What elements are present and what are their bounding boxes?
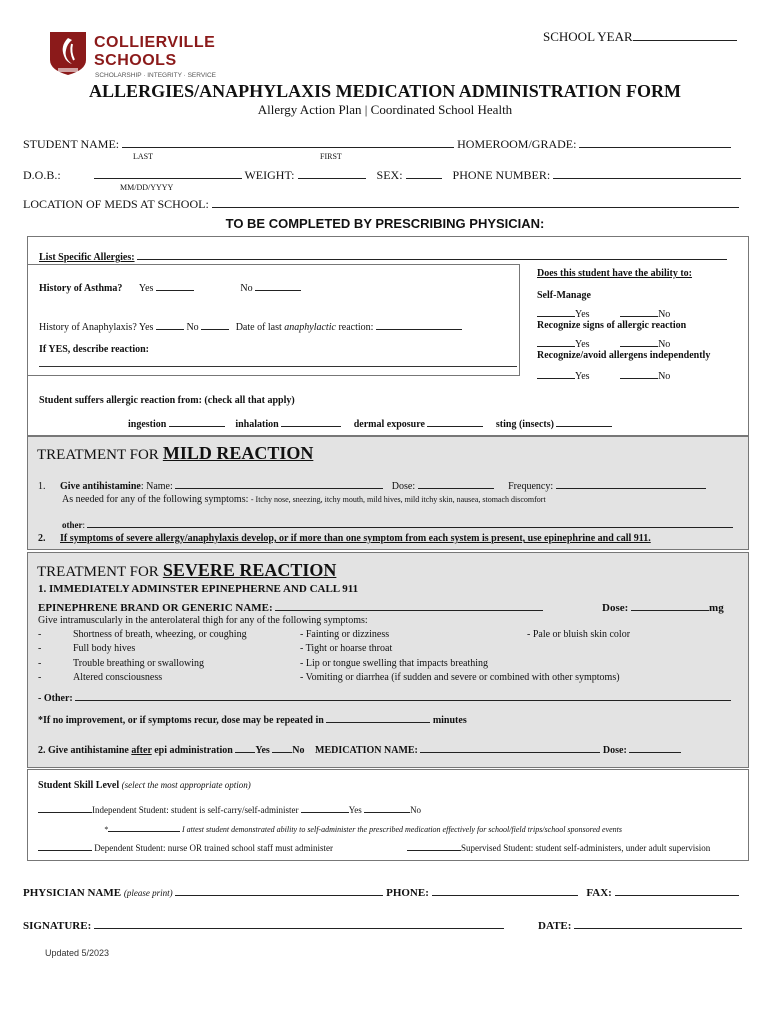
mild-other-field[interactable] bbox=[87, 515, 733, 528]
allergy-list-row bbox=[39, 247, 727, 263]
attest-field[interactable] bbox=[108, 819, 180, 832]
dob-field[interactable] bbox=[94, 166, 242, 179]
recognize-signs-no-field[interactable] bbox=[620, 334, 658, 347]
dob-row bbox=[23, 166, 741, 183]
inhalation-field[interactable] bbox=[281, 414, 341, 427]
physician-heading: TO BE COMPLETED BY PRESCRIBING PHYSICIAN: bbox=[225, 216, 545, 231]
severe-item2-no: No bbox=[292, 745, 305, 756]
symptom-col2-4: - Vomiting or diarrhea (if sudden and severe or combined with other symptoms) bbox=[300, 672, 620, 683]
severe-item2-suffix: epi administration bbox=[154, 745, 233, 756]
severe-item1: 1. IMMEDIATELY ADMINSTER EPINEPHERNE AND CALL 911 bbox=[38, 583, 359, 595]
mild-frequency-label: Frequency: bbox=[508, 481, 554, 492]
physician-name-hint: (please print) bbox=[123, 888, 173, 898]
mild-dose-field[interactable] bbox=[418, 476, 494, 489]
skill-dependent-row bbox=[38, 838, 333, 853]
recognize-signs-yes-field[interactable] bbox=[537, 334, 575, 347]
severe-give-intro: Give intramuscularly in the anterolateral thigh for any of the following symptoms: bbox=[38, 615, 368, 626]
symptom-col3-1: - Pale or bluish skin color bbox=[527, 629, 631, 640]
student-name-field[interactable] bbox=[122, 135, 454, 148]
anaphylaxis-no-field[interactable] bbox=[201, 317, 229, 330]
suffers-label: Student suffers allergic reaction from: (check all that apply) bbox=[39, 395, 295, 406]
logo-line2: SCHOOLS bbox=[94, 52, 177, 69]
symptom-col2-3: - Lip or tongue swelling that impacts breathing bbox=[300, 658, 489, 669]
updated-note: Updated 5/2023 bbox=[45, 948, 110, 958]
self-manage-yes: Yes bbox=[575, 309, 590, 320]
physician-phone-label: PHONE: bbox=[386, 887, 429, 899]
signature-label: SIGNATURE: bbox=[23, 920, 92, 932]
mild-name-field[interactable] bbox=[175, 476, 383, 489]
recognize-signs-label: Recognize signs of allergic reaction bbox=[537, 320, 687, 331]
mild-item1-num: 1. bbox=[38, 481, 46, 492]
date-last-field[interactable] bbox=[376, 317, 462, 330]
symptom-col1-1: Shortness of breath, wheezing, or coughing bbox=[73, 629, 247, 640]
anaphylaxis-no-label: No bbox=[186, 322, 199, 333]
skill-independent-row bbox=[38, 800, 421, 815]
phone-field[interactable] bbox=[553, 166, 741, 179]
symptom-col1-2: Full body hives bbox=[73, 643, 136, 654]
mild-name-label: : Name: bbox=[140, 481, 173, 492]
self-manage-no: No bbox=[658, 309, 671, 320]
severe-dose2-label: Dose: bbox=[602, 745, 627, 756]
symptom-col2-1: - Fainting or dizziness bbox=[300, 629, 390, 640]
severe-item2-yes-field[interactable] bbox=[235, 740, 255, 753]
mild-symptoms-intro: As needed for any of the following symptoms: bbox=[62, 494, 249, 505]
severe-brand-label: EPINEPHRENE BRAND OR GENERIC NAME: bbox=[38, 602, 273, 614]
symptom-col2-2: - Tight or hoarse throat bbox=[300, 643, 393, 654]
school-logo-icon bbox=[46, 30, 90, 76]
recognize-signs-no: No bbox=[658, 339, 671, 350]
severe-heading-big: SEVERE REACTION bbox=[162, 560, 337, 580]
date-row bbox=[538, 916, 742, 932]
signature-field[interactable] bbox=[94, 916, 504, 929]
severe-item2 bbox=[38, 740, 681, 756]
date-last-suffix: reaction: bbox=[338, 322, 374, 333]
asthma-label: History of Asthma? bbox=[39, 283, 123, 294]
first-hint: FIRST bbox=[320, 152, 342, 161]
anaphylaxis-yes-field[interactable] bbox=[156, 317, 184, 330]
mild-other-label: other bbox=[62, 520, 83, 530]
logo-tagline: SCHOLARSHIP · INTEGRITY · SERVICE bbox=[95, 72, 216, 79]
severe-item2-no-field[interactable] bbox=[272, 740, 292, 753]
location-label: LOCATION OF MEDS AT SCHOOL: bbox=[23, 197, 209, 211]
physician-name-row bbox=[23, 883, 739, 899]
if-yes-label: If YES, describe reaction: bbox=[39, 344, 149, 355]
severe-heading-prefix: TREATMENT FOR bbox=[37, 564, 159, 580]
severe-item2-after: after bbox=[131, 745, 152, 756]
severe-heading bbox=[37, 560, 336, 581]
asthma-no-field[interactable] bbox=[255, 278, 301, 291]
independent-yes: Yes bbox=[348, 805, 362, 815]
recognize-signs-row bbox=[537, 334, 670, 350]
weight-field[interactable] bbox=[298, 166, 366, 179]
student-name-label: STUDENT NAME: bbox=[23, 137, 120, 151]
severe-dose-row bbox=[602, 598, 724, 614]
independent-label: Independent Student: student is self-carry/self-administer bbox=[92, 805, 299, 815]
mild-frequency-field[interactable] bbox=[556, 476, 706, 489]
dependent-field[interactable] bbox=[38, 838, 92, 851]
symptom-dash-1: - bbox=[38, 629, 42, 640]
school-year bbox=[543, 28, 737, 45]
symptom-dash-4: - bbox=[38, 672, 42, 683]
anaphylaxis-label: History of Anaphylaxis? Yes bbox=[39, 322, 154, 333]
physician-phone-field[interactable] bbox=[432, 883, 578, 896]
independent-no-field[interactable] bbox=[364, 800, 410, 813]
mild-heading-big: MILD REACTION bbox=[162, 443, 314, 463]
recognize-avoid-no-field[interactable] bbox=[620, 366, 658, 379]
mild-heading bbox=[37, 443, 313, 464]
severe-brand-row bbox=[38, 598, 543, 614]
school-year-label: SCHOOL YEAR bbox=[543, 29, 633, 44]
mild-dose-label: Dose: bbox=[391, 481, 416, 492]
independent-no: No bbox=[410, 805, 422, 815]
date-last-label: Date of last bbox=[235, 322, 282, 333]
mild-antihistamine-label: Give antihistamine bbox=[60, 481, 141, 492]
skill-supervised-row bbox=[407, 838, 710, 853]
mild-item2 bbox=[38, 533, 651, 544]
mild-other-row: other: bbox=[62, 515, 733, 530]
dob-label: D.O.B.: bbox=[23, 168, 61, 182]
date-label: DATE: bbox=[538, 920, 572, 932]
recognize-signs-yes: Yes bbox=[575, 339, 590, 350]
severe-dose2-field[interactable] bbox=[629, 740, 681, 753]
mild-item2-num: 2. bbox=[38, 533, 46, 544]
phone-label: PHONE NUMBER: bbox=[452, 168, 551, 182]
severe-med-name-label: MEDICATION NAME: bbox=[315, 745, 418, 756]
attest-label: I attest student demonstrated ability to self-administer the prescribed medication effectively for school/field trips/school sponsored events bbox=[182, 825, 622, 834]
symptom-dash-3: - bbox=[38, 658, 42, 669]
logo-line1: COLLIERVILLE bbox=[94, 34, 216, 51]
asthma-yes-field[interactable] bbox=[156, 278, 194, 291]
severe-repeat-row bbox=[38, 710, 467, 726]
inhalation-label: inhalation bbox=[235, 419, 279, 430]
severe-brand-field[interactable] bbox=[275, 598, 543, 611]
asthma-no-label: No bbox=[240, 283, 253, 294]
sex-label: SEX: bbox=[376, 168, 403, 182]
supervised-label: Supervised Student: student self-administers, under adult supervision bbox=[461, 843, 711, 853]
severe-dose-label: Dose: bbox=[602, 602, 629, 614]
last-hint: LAST bbox=[133, 152, 153, 161]
date-field[interactable] bbox=[574, 916, 742, 929]
mild-symptoms-list: - Itchy nose, sneezing, itchy mouth, mild hives, mild itchy skin, nausea, stomach discomfort bbox=[250, 495, 546, 504]
mild-item2-text: If symptoms of severe allergy/anaphylaxis develop, or if more than one symptom from each system is present, use epinephrine and call 911. bbox=[60, 533, 651, 544]
student-name-row bbox=[23, 135, 731, 152]
physician-name-label: PHYSICIAN NAME bbox=[23, 887, 122, 899]
self-manage-no-field[interactable] bbox=[620, 304, 658, 317]
symptom-dash-2: - bbox=[38, 643, 42, 654]
dermal-label: dermal exposure bbox=[353, 419, 425, 430]
homeroom-label: HOMEROOM/GRADE: bbox=[457, 137, 577, 151]
describe-reaction-field[interactable] bbox=[39, 366, 517, 367]
symptom-col1-3: Trouble breathing or swallowing bbox=[73, 658, 205, 669]
mild-heading-prefix: TREATMENT FOR bbox=[37, 447, 159, 463]
severe-dose-field[interactable] bbox=[631, 598, 709, 611]
form-subtitle: Allergy Action Plan | Coordinated School Health bbox=[257, 102, 513, 117]
skill-heading bbox=[38, 780, 251, 791]
mild-symptoms bbox=[62, 494, 546, 505]
severe-other-row bbox=[38, 688, 731, 704]
ingestion-label: ingestion bbox=[128, 419, 167, 430]
ability-heading: Does this student have the ability to: bbox=[537, 268, 693, 279]
skill-attest-row: * I attest student demonstrated ability to self-administer the prescribed medication effectively for school/field trips/school sponsored events bbox=[104, 819, 622, 834]
physician-name-field[interactable] bbox=[175, 883, 383, 896]
location-field[interactable] bbox=[212, 195, 739, 208]
self-manage-label: Self-Manage bbox=[537, 290, 591, 301]
weight-label: WEIGHT: bbox=[244, 168, 295, 182]
sting-label: sting (insects) bbox=[495, 419, 554, 430]
severe-repeat-field[interactable] bbox=[326, 710, 430, 723]
severe-other-field[interactable] bbox=[75, 688, 731, 701]
location-row bbox=[23, 195, 739, 212]
physician-fax-label: FAX: bbox=[586, 887, 612, 899]
recognize-avoid-yes: Yes bbox=[575, 371, 590, 382]
allergy-list-label: List Specific Allergies: bbox=[39, 252, 135, 263]
homeroom-field[interactable] bbox=[579, 135, 731, 148]
skill-heading-label: Student Skill Level bbox=[38, 780, 120, 791]
independent-field[interactable] bbox=[38, 800, 92, 813]
severe-med-name-field[interactable] bbox=[420, 740, 600, 753]
physician-fax-field[interactable] bbox=[615, 883, 739, 896]
recognize-avoid-no: No bbox=[658, 371, 671, 382]
dob-hint: MM/DD/YYYY bbox=[120, 183, 174, 192]
date-last-italic: anaphylactic bbox=[284, 322, 336, 333]
signature-row bbox=[23, 916, 504, 932]
self-manage-yes-field[interactable] bbox=[537, 304, 575, 317]
asthma-yes-label: Yes bbox=[138, 283, 154, 294]
ingestion-field[interactable] bbox=[169, 414, 225, 427]
school-year-field[interactable] bbox=[633, 28, 737, 41]
severe-repeat-label: *If no improvement, or if symptoms recur, dose may be repeated in bbox=[38, 715, 324, 726]
allergy-list-field[interactable] bbox=[137, 247, 727, 260]
independent-yes-field[interactable] bbox=[301, 800, 349, 813]
severe-other-label: - Other: bbox=[38, 693, 73, 704]
recognize-avoid-yes-field[interactable] bbox=[537, 366, 575, 379]
recognize-avoid-row bbox=[537, 366, 670, 382]
dependent-label: Dependent Student: nurse OR trained school staff must administer bbox=[94, 843, 334, 853]
supervised-field[interactable] bbox=[407, 838, 461, 851]
severe-minutes-label: minutes bbox=[432, 715, 467, 726]
mild-item1 bbox=[38, 476, 706, 492]
anaphylaxis-row bbox=[39, 317, 462, 333]
skill-heading-hint: (select the most appropriate option) bbox=[121, 780, 251, 790]
asthma-row bbox=[39, 278, 301, 294]
form-title: ALLERGIES/ANAPHYLAXIS MEDICATION ADMINISTRATION FORM bbox=[89, 81, 681, 101]
symptom-col1-4: Altered consciousness bbox=[73, 672, 163, 683]
exposure-row bbox=[128, 414, 612, 430]
severe-item2-prefix: 2. Give antihistamine bbox=[38, 745, 129, 756]
severe-item2-yes: Yes bbox=[255, 745, 270, 756]
severe-mg-label: mg bbox=[709, 602, 724, 614]
recognize-avoid-label: Recognize/avoid allergens independently bbox=[537, 350, 711, 361]
self-manage-row bbox=[537, 304, 670, 320]
sting-field[interactable] bbox=[556, 414, 612, 427]
dermal-field[interactable] bbox=[427, 414, 483, 427]
sex-field[interactable] bbox=[406, 166, 442, 179]
